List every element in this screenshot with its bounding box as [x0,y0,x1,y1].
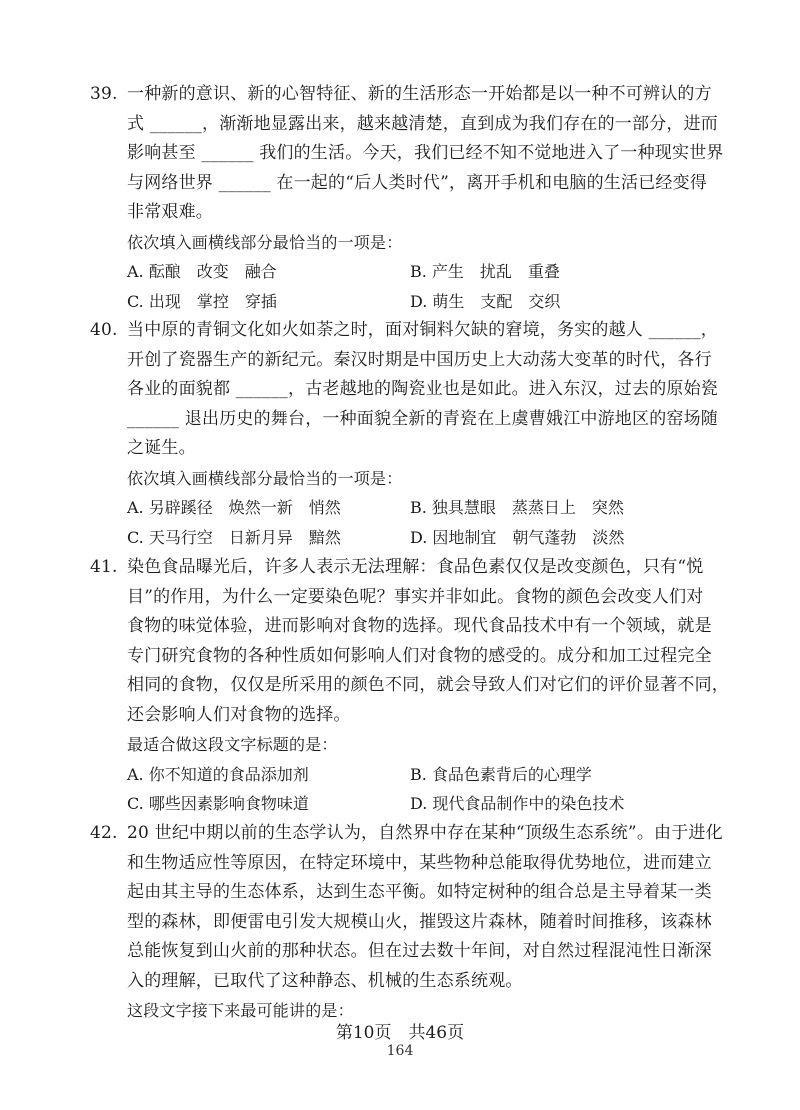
options-row [90,789,730,819]
options-row [90,760,730,790]
question-number: 41. [90,557,118,577]
options-row [90,287,730,317]
question-text: 还会影响人们对食物的选择。 [127,704,351,725]
question-text: 型的森林，即便雷电引发大规模山火，摧毁这片森林，随着时间推移，该森林 [127,911,712,932]
question-text: 式 ______，渐渐地显露出来，越来越清楚，直到成为我们存在的一部分，进而 [127,113,719,134]
question-text: 开创了瓷器生产的新纪元。秦汉时期是中国历史上大动荡大变革的时代，各行 [127,349,712,370]
question-text: 非常艰难。 [127,202,213,222]
option-d: D. 因地制宜 朝气蓬勃 淡然 [410,527,625,547]
question-40 [90,316,730,552]
question-text: 食物的味觉体验，进而影响对食物的选择。现代食品技术中有一个领域，就是 [127,616,712,636]
question-text: 染色食品曝光后，许多人表示无法理解：食品色素仅仅是改变颜色，只有“悦 [127,557,704,577]
option-a: A. 你不知道的食品添加剂 [127,764,309,784]
question-text: 各业的面貌都 ______，古老越地的陶瓷业也是如此。进入东汉，过去的原始瓷 [127,379,719,399]
question-stem: 依次填入画横线部分最恰当的一项是： [127,468,403,488]
question-line [90,553,730,583]
question-line [90,316,730,346]
question-39 [90,80,730,316]
option-d: D. 萌生 支配 交织 [410,291,561,311]
question-text: 目”的作用，为什么一定要染色呢？事实并非如此。食物的颜色会改变人们对 [127,586,704,607]
question-text: 与网络世界 ______ 在一起的“后人类时代”，离开手机和电脑的生活已经变得 [127,172,707,193]
question-number: 40. [90,320,118,340]
options-row [90,257,730,287]
option-a: A. 酝酿 改变 融合 [127,262,277,281]
question-text: ______ 退出历史的舞台，一种面貌全新的青瓷在上虞曹娥江中游地区的窑场随 [127,408,719,429]
page-number: 164 [386,1043,414,1059]
question-line [90,80,730,110]
question-text: 相同的食物，仅仅是所采用的颜色不同，就会导致人们对它们的评价显著不同， [127,675,729,695]
option-b: B. 产生 扰乱 重叠 [410,262,560,281]
question-text: 专门研究食物的各种性质如何影响人们对食物的感受的。成分和加工过程完全 [127,645,712,666]
options-row [90,523,730,553]
option-c: C. 出现 掌控 穿插 [127,291,277,311]
question-number: 42. [90,823,118,843]
option-a: A. 另辟蹊径 焕然一新 悄然 [127,498,341,517]
question-text: 起由其主导的生态体系，达到生态平衡。如特定树种的组合总是主导着某一类 [127,882,712,902]
option-c: C. 天马行空 日新月异 黯然 [127,527,341,547]
question-text: 入的理解，已取代了这种静态、机械的生态系统观。 [127,970,523,991]
question-stem: 依次填入画横线部分最恰当的一项是： [127,232,403,252]
question-text: 20 世纪中期以前的生态学认为，自然界中存在某种“顶级生态系统”。由于进化 [127,823,723,843]
options-row [90,493,730,523]
question-text: 一种新的意识、新的心智特征、新的生活形态一开始都是以一种不可辨认的方 [127,84,712,104]
question-42 [90,819,730,1026]
option-b: B. 独具慧眼 蒸蒸日上 突然 [410,498,624,517]
question-text: 当中原的青铜文化如火如荼之时，面对铜料欠缺的窘境，务实的越人 ______， [127,320,719,340]
question-text: 总能恢复到山火前的那种状态。但在过去数十年间，对自然过程混沌性日渐深 [127,941,712,961]
page-indicator: 第10页 共46页 [335,1023,465,1043]
question-number: 39. [90,84,118,104]
question-stem: 这段文字接下来最可能讲的是： [127,1001,354,1020]
question-line [90,819,730,849]
option-d: D. 现代食品制作中的染色技术 [410,794,625,813]
option-b: B. 食品色素背后的心理学 [410,764,592,784]
option-c: C. 哪些因素影响食物味道 [127,794,309,813]
question-41 [90,553,730,819]
question-text: 之诞生。 [127,438,196,458]
question-text: 影响甚至 ______ 我们的生活。今天，我们已经不知不觉地进入了一种现实世界 [127,143,724,163]
question-text: 和生物适应性等原因，在特定环境中，某些物种总能取得优势地位，进而建立 [127,852,712,873]
question-stem: 最适合做这段文字标题的是： [127,735,338,754]
